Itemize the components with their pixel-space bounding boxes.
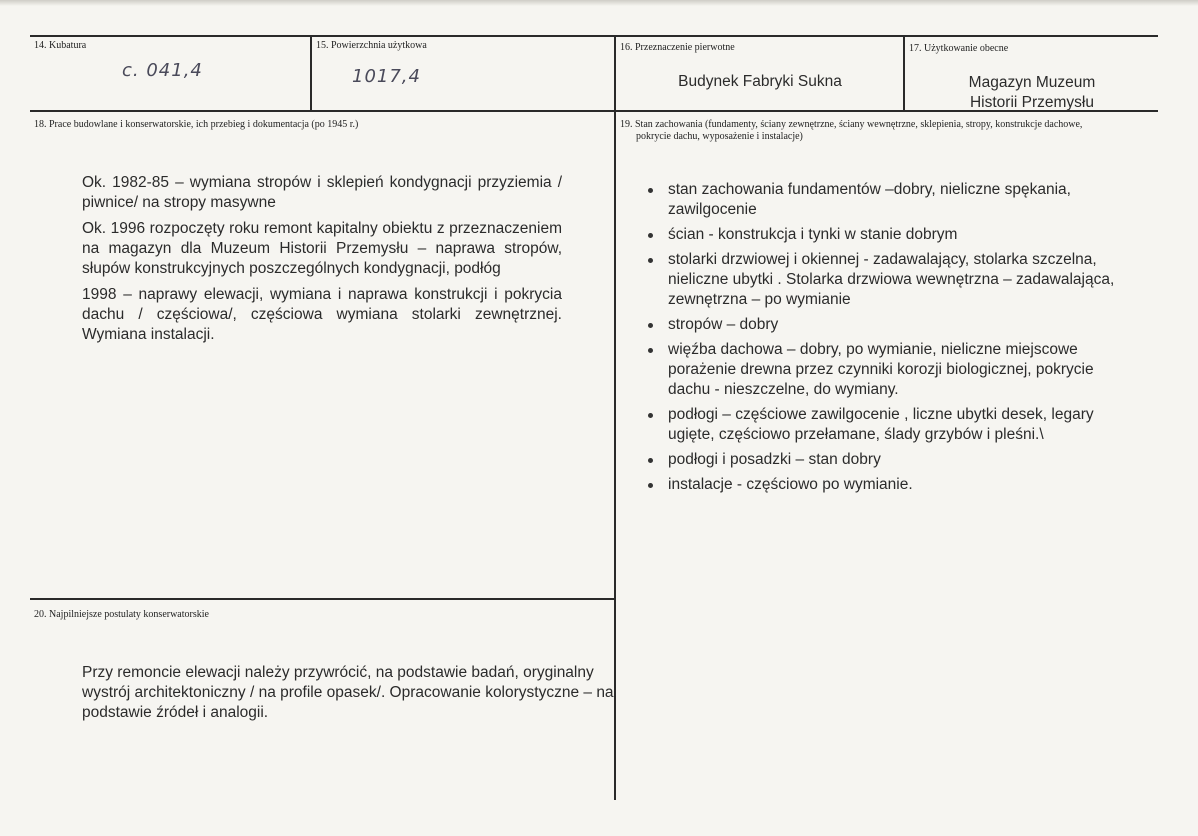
list-item: instalacje - częściowo po wymianie. [646,475,1140,495]
field-17-value [908,73,1156,113]
field-18-paragraph: Ok. 1996 rozpoczęty roku remont kapitalny obiektu z przeznaczeniem na magazyn dla Muzeum Historii Przemysłu – naprawa stropów, słupów konstrukcyjnych poszczególnych kondygnacji, podłóg [82,220,562,277]
field-15-label: 15. Powierzchnia użytkowa [316,40,427,51]
bullet-icon [648,258,653,263]
field-16-label: 16. Przeznaczenie pierwotne [620,42,735,53]
field-17-value-line1: Magazyn Muzeum [968,74,1096,91]
field-16-value: Budynek Fabryki Sukna [678,73,842,90]
field-18-paragraph: Ok. 1982-85 – wymiana stropów i sklepień kondygnacji przyziemia / piwnice/ na stropy masywne [82,174,562,211]
field-20-label: 20. Najpilniejsze postulaty konserwatorskie [34,609,209,620]
list-item: podłogi – częściowe zawilgocenie , liczne ubytki desek, legary ugięte, częściowo przełamane, ślady grzybów i pleśni.\ [646,405,1140,445]
bullet-icon [648,188,653,193]
field-14-label: 14. Kubatura [34,40,87,51]
bullet-icon [648,348,653,353]
list-item: stropów – dobry [646,315,1140,335]
bullet-icon [648,483,653,488]
field-15-value: 1017,4 [352,66,421,87]
list-item: stan zachowania fundamentów –dobry, nieliczne spękania, zawilgocenie [646,180,1140,220]
field-17-label: 17. Użytkowanie obecne [909,43,1009,54]
field-20-text: Przy remoncie elewacji należy przywrócić, na podstawie badań, oryginalny wystrój architektoniczny / na profile opasek/. Opracowanie kolorystyczne – na podstawie źródeł i analogii. [82,664,614,721]
field-18-paragraph: 1998 – naprawy elewacji, wymiana i naprawa konstrukcji i pokrycia dachu / częściowa/, częściowa wymiana stolarki zewnętrznej. Wymiana instalacji. [82,286,562,343]
field-19-label-line2: pokrycie dachu, wyposażenie i instalacje) [636,131,803,142]
field-18-label: 18. Prace budowlane i konserwatorskie, ich przebieg i dokumentacja (po 1945 r.) [34,119,359,130]
field-19-label [620,119,1150,143]
field-18-text [82,173,562,351]
list-item: podłogi i posadzki – stan dobry [646,450,1140,470]
divider [903,35,905,112]
list-item: stolarki drzwiowej i okiennej - zadawalający, stolarka szczelna, nieliczne ubytki . Stolarka drzwiowa wewnętrzna – zadawalająca, zewnętrzna – po wymianie [646,250,1140,310]
divider [30,35,1158,37]
divider [30,598,616,600]
bullet-icon [648,458,653,463]
bullet-icon [648,323,653,328]
field-19-label-line1: 19. Stan zachowania (fundamenty, ściany zewnętrzne, ściany wewnętrzne, sklepienia, stropy, konstrukcje dachowe, [620,119,1083,130]
field-19-list [646,180,1140,500]
field-17-value-line2: Historii Przemysłu [969,94,1094,111]
field-14-value: c. 041,4 [122,60,203,81]
divider [614,35,616,800]
bullet-icon [648,233,653,238]
list-item: ścian - konstrukcja i tynki w stanie dobrym [646,225,1140,245]
list-item: więźba dachowa – dobry, po wymianie, nieliczne miejscowe porażenie drewna przez czynniki korozji biologicznej, pokrycie dachu - nieszczelne, do wymiany. [646,340,1140,400]
bullet-icon [648,413,653,418]
scan-edge [0,0,1198,6]
divider [310,35,312,112]
